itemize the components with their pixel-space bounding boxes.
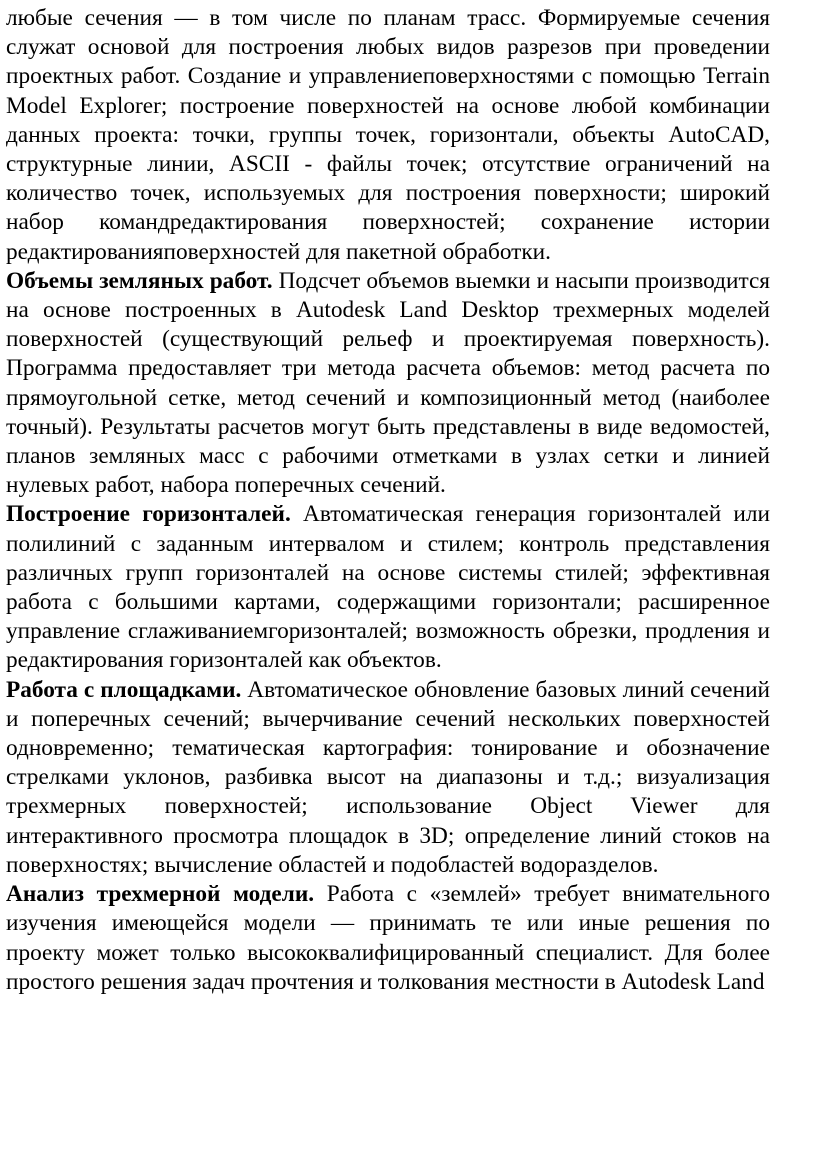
paragraph-text: Автоматическая генерация горизонталей или полилиний с заданным интервалом и стилем; контроль представления различных групп горизонталей на основе системы стилей; эффективная работа с большими картами, содержащими горизонтали; расширенное управление сглаживаниемгоризонталей; возможность обрезки, продления и редактирования горизонталей как объектов.	[6, 501, 770, 674]
paragraph-earthwork-volumes	[6, 267, 770, 501]
paragraph-heading: Анализ трехмерной модели.	[6, 881, 315, 908]
paragraph-text: Подсчет объемов выемки и насыпи производится на основе построенных в Autodesk Land Desktop трехмерных моделей поверхностей (существующий рельеф и проектируемая поверхность). Программа предоставляет три метода расчета объемов: метод расчета по прямоугольной сетке, метод сечений и композиционный метод (наиболее точный). Результаты расчетов могут быть представлены в виде ведомостей, планов земляных масс с рабочими отметками в узлах сетки и линией нулевых работ, набора поперечных сечений.	[6, 267, 770, 499]
paragraph-contours	[6, 500, 770, 675]
paragraph-heading: Работа с площадками.	[6, 676, 242, 703]
paragraph-text: Работа с «землей» требует внимательного изучения имеющейся модели — принимать те или иные решения по проекту может только высококвалифицированный специалист. Для более простого решения задач прочтения и толкования местности в Autodesk Land	[6, 881, 771, 995]
paragraph-sites	[6, 676, 770, 880]
paragraph-text: Автоматическое обновление базовых линий сечений и поперечных сечений; вычерчивание сечений нескольких поверхностей одновременно; тематическая картография: тонирование и обозначение стрелками уклонов, разбивка высот на диапазоны и т.д.; визуализация трехмерных поверхностей; использование Object Viewer для интерактивного просмотра площадок в 3D; определение линий стоков на поверхностях; вычисление областей и подобластей водоразделов.	[6, 676, 770, 878]
paragraph-heading: Построение горизонталей.	[6, 501, 291, 528]
paragraph-surfaces	[6, 4, 770, 267]
paragraph-3d-analysis	[6, 880, 770, 997]
paragraph-heading: Объемы земляных работ.	[6, 267, 273, 294]
paragraph-text: любые сечения — в том числе по планам трасс. Формируемые сечения служат основой для построения любых видов разрезов при проведении проектных работ. Создание и управлениеповерхностями с помощью Terrain Model Explorer; построение поверхностей на основе любой комбинации данных проекта: точки, группы точек, горизонтали, объекты AutoCAD, структурные линии, ASCII - файлы точек; отсутствие ограничений на количество точек, используемых для построения поверхности; широкий набор командредактирования поверхностей; сохранение истории редактированияповерхностей для пакетной обработки.	[6, 5, 770, 265]
